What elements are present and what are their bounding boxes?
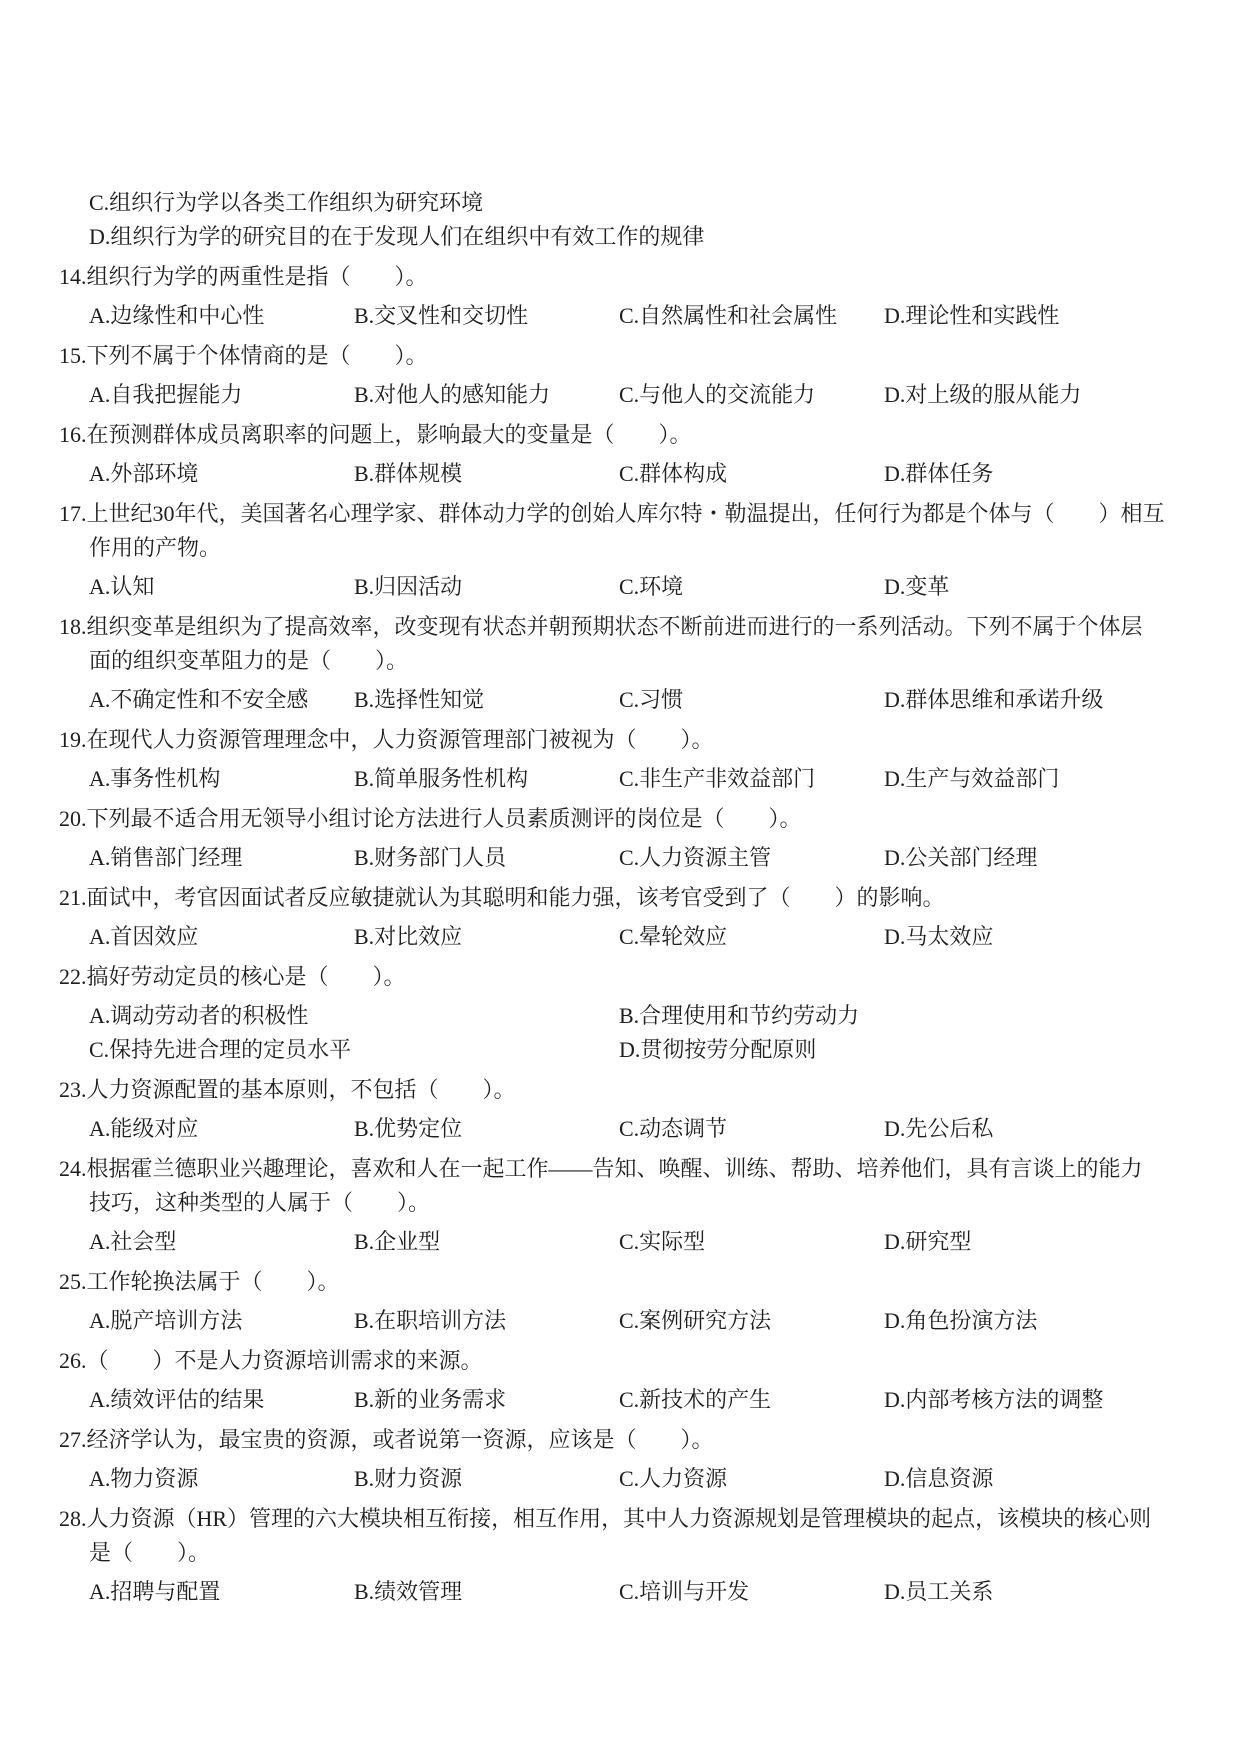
option-a: A.脱产培训方法 — [89, 1308, 243, 1333]
option-d: D.员工关系 — [884, 1579, 994, 1604]
question-stem: 28.人力资源（HR）管理的六大模块相互衔接，相互作用，其中人力资源规划是管理模块的起点，该模块的核心则 — [59, 1505, 1152, 1531]
option-a: A.社会型 — [89, 1229, 177, 1254]
option-c: C.保持先进合理的定员水平 — [89, 1037, 352, 1062]
option-b: B.优势定位 — [354, 1116, 463, 1141]
question-stem-continuation: 作用的产物。 — [89, 534, 222, 560]
options-row — [0, 1112, 1240, 1152]
option-a: A.边缘性和中心性 — [89, 303, 265, 328]
option-c: C.环境 — [619, 574, 684, 599]
option-a: A.能级对应 — [89, 1116, 199, 1141]
options-row — [0, 1575, 1240, 1615]
question-stem: 25.工作轮换法属于（ ）。 — [59, 1268, 340, 1294]
option-a: A.不确定性和不安全感 — [89, 687, 309, 712]
option-c: C.自然属性和社会属性 — [619, 303, 838, 328]
question-list — [0, 260, 1240, 1615]
question-stem: 15.下列不属于个体情商的是（ ）。 — [59, 342, 428, 368]
question-stem: 24.根据霍兰德职业兴趣理论，喜欢和人在一起工作——告知、唤醒、训练、帮助、培养他们，具有言谈上的能力 — [59, 1155, 1143, 1181]
options-row — [0, 570, 1240, 610]
options-row — [0, 1225, 1240, 1265]
options-row — [0, 1304, 1240, 1344]
option-c: C.群体构成 — [619, 461, 728, 486]
option-d: D.先公后私 — [884, 1116, 994, 1141]
option-d: D.群体思维和承诺升级 — [884, 687, 1104, 712]
question-item — [0, 960, 1240, 1073]
option-a: A.绩效评估的结果 — [89, 1387, 265, 1412]
option-c: C.习惯 — [619, 687, 684, 712]
option-a: A.销售部门经理 — [89, 845, 243, 870]
question-stem: 26.（ ）不是人力资源培训需求的来源。 — [59, 1347, 483, 1373]
option-c: C.与他人的交流能力 — [619, 382, 816, 407]
option-c: C.实际型 — [619, 1229, 706, 1254]
question-stem: 14.组织行为学的两重性是指（ ）。 — [59, 263, 428, 289]
options-row — [0, 841, 1240, 881]
option-c: C.非生产非效益部门 — [619, 766, 816, 791]
carryover-option-d: D.组织行为学的研究目的在于发现人们在组织中有效工作的规律 — [89, 224, 705, 249]
question-stem-continuation: 是（ ）。 — [89, 1539, 211, 1565]
option-d: D.群体任务 — [884, 461, 994, 486]
option-c: C.案例研究方法 — [619, 1308, 772, 1333]
question-item — [0, 1073, 1240, 1152]
option-d: D.理论性和实践性 — [884, 303, 1060, 328]
option-a: A.事务性机构 — [89, 766, 221, 791]
option-c: C.动态调节 — [619, 1116, 728, 1141]
question-stem: 16.在预测群体成员离职率的问题上，影响最大的变量是（ ）。 — [59, 421, 692, 447]
options-row — [0, 457, 1240, 497]
option-c: C.晕轮效应 — [619, 924, 728, 949]
question-stem: 23.人力资源配置的基本原则，不包括（ ）。 — [59, 1076, 516, 1102]
question-stem: 27.经济学认为，最宝贵的资源，或者说第一资源，应该是（ ）。 — [59, 1426, 714, 1452]
question-stem: 20.下列最不适合用无领导小组讨论方法进行人员素质测评的岗位是（ ）。 — [59, 805, 802, 831]
options-row — [0, 1383, 1240, 1423]
option-a: A.认知 — [89, 574, 155, 599]
question-stem: 22.搞好劳动定员的核心是（ ）。 — [59, 963, 406, 989]
question-item — [0, 610, 1240, 723]
question-item — [0, 497, 1240, 610]
question-item — [0, 1344, 1240, 1423]
option-b: B.对他人的感知能力 — [354, 382, 551, 407]
option-a: A.物力资源 — [89, 1466, 199, 1491]
question-item — [0, 881, 1240, 960]
option-d: D.生产与效益部门 — [884, 766, 1060, 791]
option-d: D.内部考核方法的调整 — [884, 1387, 1104, 1412]
option-a: A.招聘与配置 — [89, 1579, 221, 1604]
question-stem-continuation: 技巧，这种类型的人属于（ ）。 — [89, 1189, 431, 1215]
question-item — [0, 1423, 1240, 1502]
option-b: B.群体规模 — [354, 461, 463, 486]
question-item — [0, 339, 1240, 418]
question-stem: 18.组织变革是组织为了提高效率，改变现有状态并朝预期状态不断前进而进行的一系列活动。下列不属于个体层 — [59, 613, 1143, 639]
question-stem: 21.面试中，考官因面试者反应敏捷就认为其聪明和能力强，该考官受到了（ ）的影响。 — [59, 884, 945, 910]
question-stem-continuation: 面的组织变革阻力的是（ ）。 — [89, 647, 409, 673]
question-stem: 17.上世纪30年代，美国著名心理学家、群体动力学的创始人库尔特・勒温提出，任何行为都是个体与（ ）相互 — [59, 500, 1165, 526]
options-row — [0, 378, 1240, 418]
option-d: D.变革 — [884, 574, 950, 599]
option-a: A.外部环境 — [89, 461, 199, 486]
option-d: D.对上级的服从能力 — [884, 382, 1082, 407]
question-item — [0, 802, 1240, 881]
option-d: D.信息资源 — [884, 1466, 994, 1491]
question-item — [0, 418, 1240, 497]
option-b: B.在职培训方法 — [354, 1308, 507, 1333]
option-d: D.公关部门经理 — [884, 845, 1038, 870]
option-d: D.研究型 — [884, 1229, 972, 1254]
question-stem: 19.在现代人力资源管理理念中，人力资源管理部门被视为（ ）。 — [59, 726, 714, 752]
option-b: B.绩效管理 — [354, 1579, 463, 1604]
option-d: D.马太效应 — [884, 924, 994, 949]
option-c: C.培训与开发 — [619, 1579, 750, 1604]
option-a: A.首因效应 — [89, 924, 199, 949]
option-b: B.对比效应 — [354, 924, 463, 949]
option-b: B.选择性知觉 — [354, 687, 485, 712]
option-b: B.简单服务性机构 — [354, 766, 529, 791]
options-row — [0, 999, 1240, 1033]
option-c: C.人力资源 — [619, 1466, 728, 1491]
options-row — [0, 1033, 1240, 1073]
option-b: B.合理使用和节约劳动力 — [619, 1003, 860, 1028]
options-row — [0, 1462, 1240, 1502]
option-b: B.财力资源 — [354, 1466, 463, 1491]
carryover-option-c: C.组织行为学以各类工作组织为研究环境 — [89, 190, 484, 215]
exam-page — [0, 186, 1240, 1615]
option-c: C.新技术的产生 — [619, 1387, 772, 1412]
option-a: A.自我把握能力 — [89, 382, 243, 407]
option-b: B.企业型 — [354, 1229, 441, 1254]
option-a: A.调动劳动者的积极性 — [89, 1003, 309, 1028]
option-d: D.角色扮演方法 — [884, 1308, 1038, 1333]
question-item — [0, 1265, 1240, 1344]
question-item — [0, 723, 1240, 802]
option-d: D.贯彻按劳分配原则 — [619, 1037, 817, 1062]
options-row — [0, 920, 1240, 960]
option-b: B.交叉性和交切性 — [354, 303, 529, 328]
option-b: B.新的业务需求 — [354, 1387, 507, 1412]
options-row — [0, 762, 1240, 802]
option-b: B.财务部门人员 — [354, 845, 507, 870]
question-item — [0, 1502, 1240, 1615]
option-c: C.人力资源主管 — [619, 845, 772, 870]
options-row — [0, 683, 1240, 723]
question-item — [0, 1152, 1240, 1265]
question-item — [0, 260, 1240, 339]
option-b: B.归因活动 — [354, 574, 463, 599]
options-row — [0, 299, 1240, 339]
